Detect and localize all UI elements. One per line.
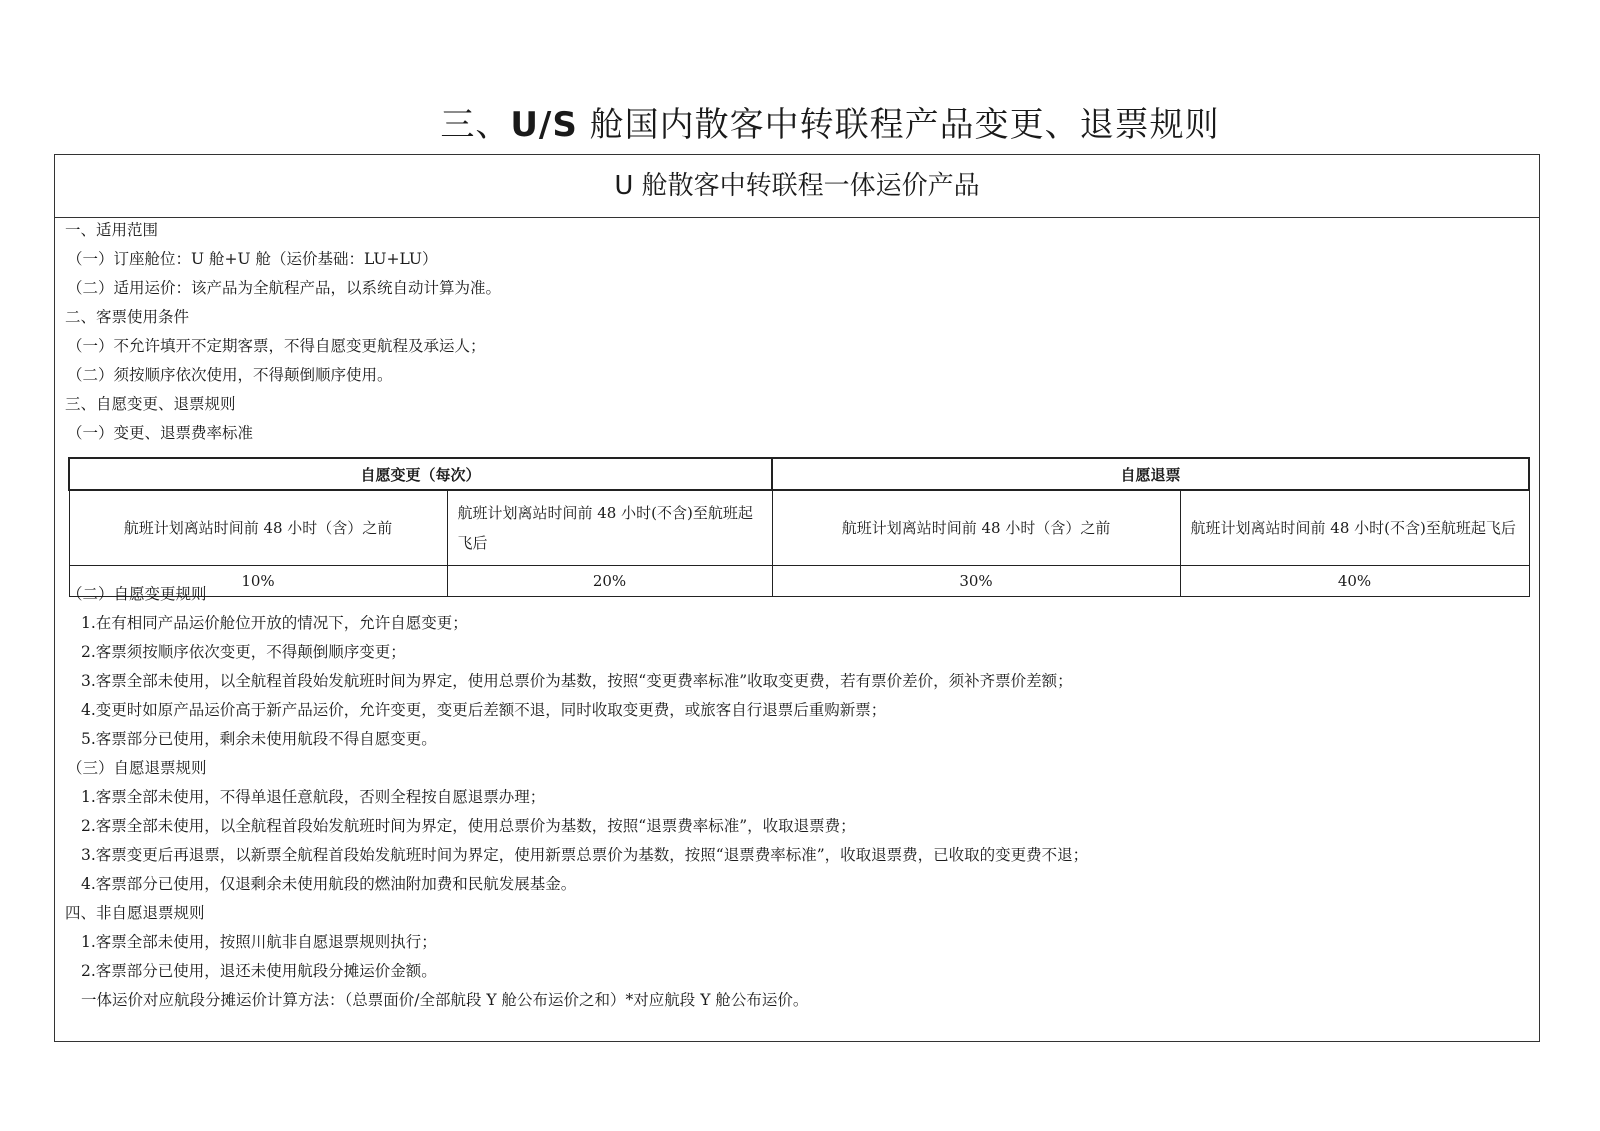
refund-cond-after: 航班计划离站时间前 48 小时(不含)至航班起飞后 bbox=[1180, 490, 1529, 566]
change-rule-3: 3.客票全部未使用，以全航程首段始发航班时间为界定，使用总票价为基数，按照“变更费率标准”收取变更费，若有票价差价，须补齐票价差额； bbox=[81, 672, 1073, 690]
refund-cond-before: 航班计划离站时间前 48 小时（含）之前 bbox=[772, 490, 1180, 566]
use-item-1: （一）不允许填开不定期客票，不得自愿变更航程及承运人； bbox=[67, 337, 486, 355]
title-cabin: U/S bbox=[510, 105, 578, 145]
rate-change-before: 10% bbox=[69, 566, 447, 597]
title-prefix: 三、 bbox=[440, 105, 511, 145]
refund-rule-2: 2.客票全部未使用，以全航程首段始发航班时间为界定，使用总票价为基数，按照“退票费率标准”，收取退票费； bbox=[81, 817, 856, 835]
involuntary-rule-2: 2.客票部分已使用，退还未使用航段分摊运价金额。 bbox=[81, 962, 437, 980]
refund-rule-3: 3.客票变更后再退票，以新票全航程首段始发航班时间为界定，使用新票总票价为基数，按照“退票费率标准”，收取退票费，已收取的变更费不退； bbox=[81, 846, 1089, 864]
fee-table-condition-row bbox=[69, 490, 1529, 566]
refund-rules-heading: （三）自愿退票规则 bbox=[67, 759, 207, 777]
change-rule-4: 4.变更时如原产品运价高于新产品运价，允许变更，变更后差额不退，同时收取变更费，或旅客自行退票后重购新票； bbox=[81, 701, 887, 719]
product-title: U 舱散客中转联程一体运价产品 bbox=[55, 155, 1539, 218]
voluntary-heading: 三、自愿变更、退票规则 bbox=[65, 395, 236, 413]
change-header: 自愿变更（每次） bbox=[69, 458, 772, 490]
fee-table bbox=[68, 457, 1530, 597]
refund-rule-4: 4.客票部分已使用，仅退剩余未使用航段的燃油附加费和民航发展基金。 bbox=[81, 875, 577, 893]
title-suffix: 舱国内散客中转联程产品变更、退票规则 bbox=[577, 105, 1220, 145]
involuntary-rule-1: 1.客票全部未使用，按照川航非自愿退票规则执行； bbox=[81, 933, 437, 951]
rules-frame bbox=[54, 154, 1540, 1042]
rate-refund-after: 40% bbox=[1180, 566, 1529, 597]
change-cond-after: 航班计划离站时间前 48 小时(不含)至航班起飞后 bbox=[447, 490, 772, 566]
change-rule-1: 1.在有相同产品运价舱位开放的情况下，允许自愿变更； bbox=[81, 614, 468, 632]
scope-heading: 一、适用范围 bbox=[65, 221, 159, 239]
scope-item-1: （一）订座舱位：U 舱+U 舱（运价基础：LU+LU） bbox=[67, 250, 438, 268]
use-item-2: （二）须按顺序依次使用，不得颠倒顺序使用。 bbox=[67, 366, 393, 384]
rate-refund-before: 30% bbox=[772, 566, 1180, 597]
refund-rule-1: 1.客票全部未使用，不得单退任意航段，否则全程按自愿退票办理； bbox=[81, 788, 546, 806]
use-heading: 二、客票使用条件 bbox=[65, 308, 190, 326]
change-rules-heading: （二）自愿变更规则 bbox=[67, 585, 207, 603]
fee-table-header-row bbox=[69, 458, 1529, 490]
fee-table-rate-row bbox=[69, 566, 1529, 597]
change-rule-2: 2.客票须按顺序依次变更，不得颠倒顺序变更； bbox=[81, 643, 406, 661]
change-cond-before: 航班计划离站时间前 48 小时（含）之前 bbox=[69, 490, 447, 566]
change-rule-5: 5.客票部分已使用，剩余未使用航段不得自愿变更。 bbox=[81, 730, 437, 748]
rate-change-after: 20% bbox=[447, 566, 772, 597]
refund-header: 自愿退票 bbox=[772, 458, 1529, 490]
fare-formula: 一体运价对应航段分摊运价计算方法：（总票面价/全部航段 Y 舱公布运价之和）*对应航段 Y 舱公布运价。 bbox=[81, 991, 809, 1009]
page-title bbox=[0, 98, 1600, 152]
fee-standard-heading: （一）变更、退票费率标准 bbox=[67, 424, 254, 442]
involuntary-heading: 四、非自愿退票规则 bbox=[65, 904, 205, 922]
scope-item-2: （二）适用运价：该产品为全航程产品，以系统自动计算为准。 bbox=[67, 279, 502, 297]
